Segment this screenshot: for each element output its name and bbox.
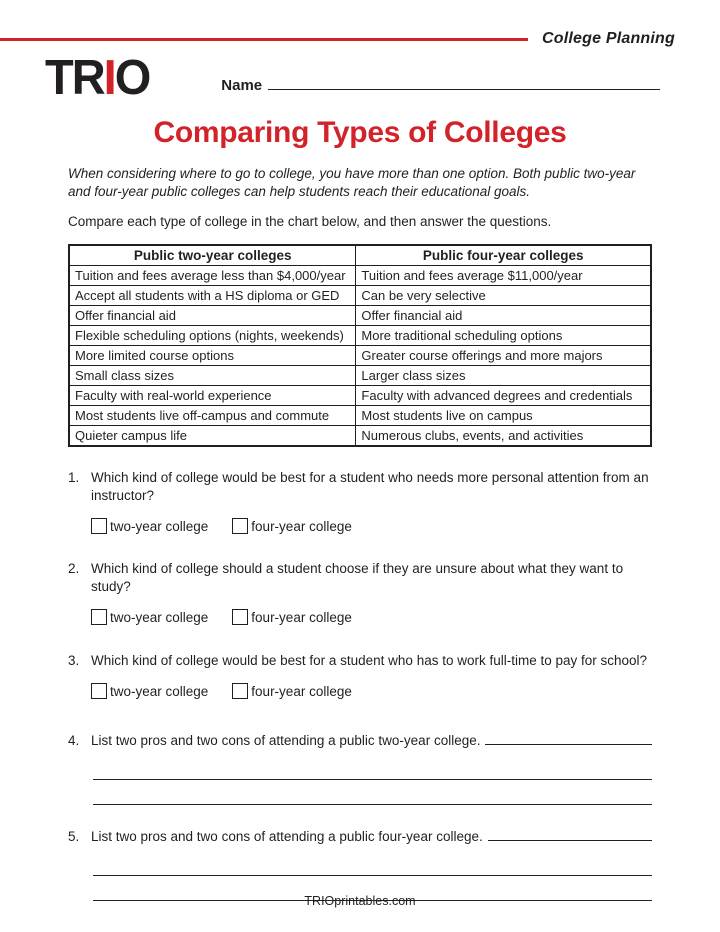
table-cell: Faculty with real-world experience (69, 386, 356, 406)
question-text: Which kind of college should a student choose if they are unsure about what they want to study? (91, 561, 624, 594)
table-cell: Small class sizes (69, 366, 356, 386)
logo-part-o: O (114, 49, 150, 105)
checkbox-label: two-year college (110, 609, 209, 625)
logo-name-row (45, 49, 660, 105)
footer-url: TRIOprintables.com (304, 894, 416, 908)
table-cell: More traditional scheduling options (356, 326, 651, 346)
table-cell: Numerous clubs, events, and activities (356, 426, 651, 447)
question-number: 3. (68, 653, 80, 668)
logo-part-i: I (103, 49, 115, 105)
table-cell: Offer financial aid (69, 306, 356, 326)
table-header-row (69, 245, 651, 266)
page-title: Comparing Types of Colleges (153, 116, 567, 149)
table-cell: More limited course options (69, 346, 356, 366)
checkbox-two-year[interactable] (91, 683, 107, 699)
answer-blank-inline[interactable] (485, 732, 652, 745)
table-row (69, 406, 651, 426)
checkbox-label: four-year college (251, 683, 352, 699)
table-cell: Tuition and fees average less than $4,000/year (69, 266, 356, 286)
red-rule (0, 38, 528, 41)
question-1 (68, 469, 652, 505)
table-row (69, 326, 651, 346)
question-number: 5. (68, 829, 80, 844)
table-cell: Quieter campus life (69, 426, 356, 447)
question-3-options (91, 683, 652, 699)
table-row (69, 426, 651, 447)
table-row (69, 386, 651, 406)
checkbox-four-year[interactable] (232, 518, 248, 534)
checkbox-label: four-year college (251, 518, 352, 534)
question-number: 1. (68, 470, 80, 485)
checkbox-four-year[interactable] (232, 609, 248, 625)
answer-blank-inline[interactable] (488, 828, 652, 841)
checkbox-label: two-year college (110, 518, 209, 534)
page-header (0, 0, 720, 48)
column-header-two-year: Public two-year colleges (69, 245, 356, 266)
table-cell: Faculty with advanced degrees and credentials (356, 386, 651, 406)
checkbox-label: four-year college (251, 609, 352, 625)
question-text: List two pros and two cons of attending a public two-year college. (91, 733, 481, 748)
checkbox-label: two-year college (110, 683, 209, 699)
name-input-line[interactable] (268, 74, 660, 90)
checkbox-two-year[interactable] (91, 518, 107, 534)
name-field (221, 74, 660, 100)
table-cell: Accept all students with a HS diploma or GED (69, 286, 356, 306)
question-5 (68, 828, 652, 846)
question-2-options (91, 609, 652, 625)
table-cell: Larger class sizes (356, 366, 651, 386)
table-cell: Greater course offerings and more majors (356, 346, 651, 366)
table-row (69, 366, 651, 386)
table-cell: Offer financial aid (356, 306, 651, 326)
intro-paragraph: When considering where to go to college, you have more than one option. Both public two-year and four-year public colleges can help students reach their educational goals. (68, 166, 636, 199)
table-cell: Most students live off-campus and commute (69, 406, 356, 426)
table-row (69, 266, 651, 286)
name-label: Name (221, 77, 263, 94)
answer-line[interactable] (93, 804, 652, 805)
answer-line[interactable] (93, 779, 652, 780)
question-1-options (91, 518, 652, 534)
question-3 (68, 652, 652, 670)
table-row (69, 306, 651, 326)
question-4 (68, 732, 652, 750)
trio-logo (45, 49, 150, 105)
answer-line[interactable] (93, 875, 652, 876)
logo-part-tr: TR (45, 49, 104, 105)
comparison-table (68, 244, 652, 447)
table-row (69, 286, 651, 306)
question-2 (68, 560, 652, 596)
table-cell: Can be very selective (356, 286, 651, 306)
question-number: 2. (68, 561, 80, 576)
table-cell: Tuition and fees average $11,000/year (356, 266, 651, 286)
question-text: Which kind of college would be best for a student who has to work full-time to pay for school? (91, 653, 648, 668)
checkbox-four-year[interactable] (232, 683, 248, 699)
table-cell: Flexible scheduling options (nights, weekends) (69, 326, 356, 346)
table-row (69, 346, 651, 366)
category-label: College Planning (542, 30, 675, 47)
column-header-four-year: Public four-year colleges (356, 245, 651, 266)
table-cell: Most students live on campus (356, 406, 651, 426)
question-text: Which kind of college would be best for a student who needs more personal attention from an instructor? (91, 470, 649, 503)
question-text: List two pros and two cons of attending a public four-year college. (91, 829, 483, 844)
content (68, 165, 652, 901)
instruction-paragraph: Compare each type of college in the chart below, and then answer the questions. (68, 214, 552, 229)
checkbox-two-year[interactable] (91, 609, 107, 625)
question-number: 4. (68, 733, 80, 748)
